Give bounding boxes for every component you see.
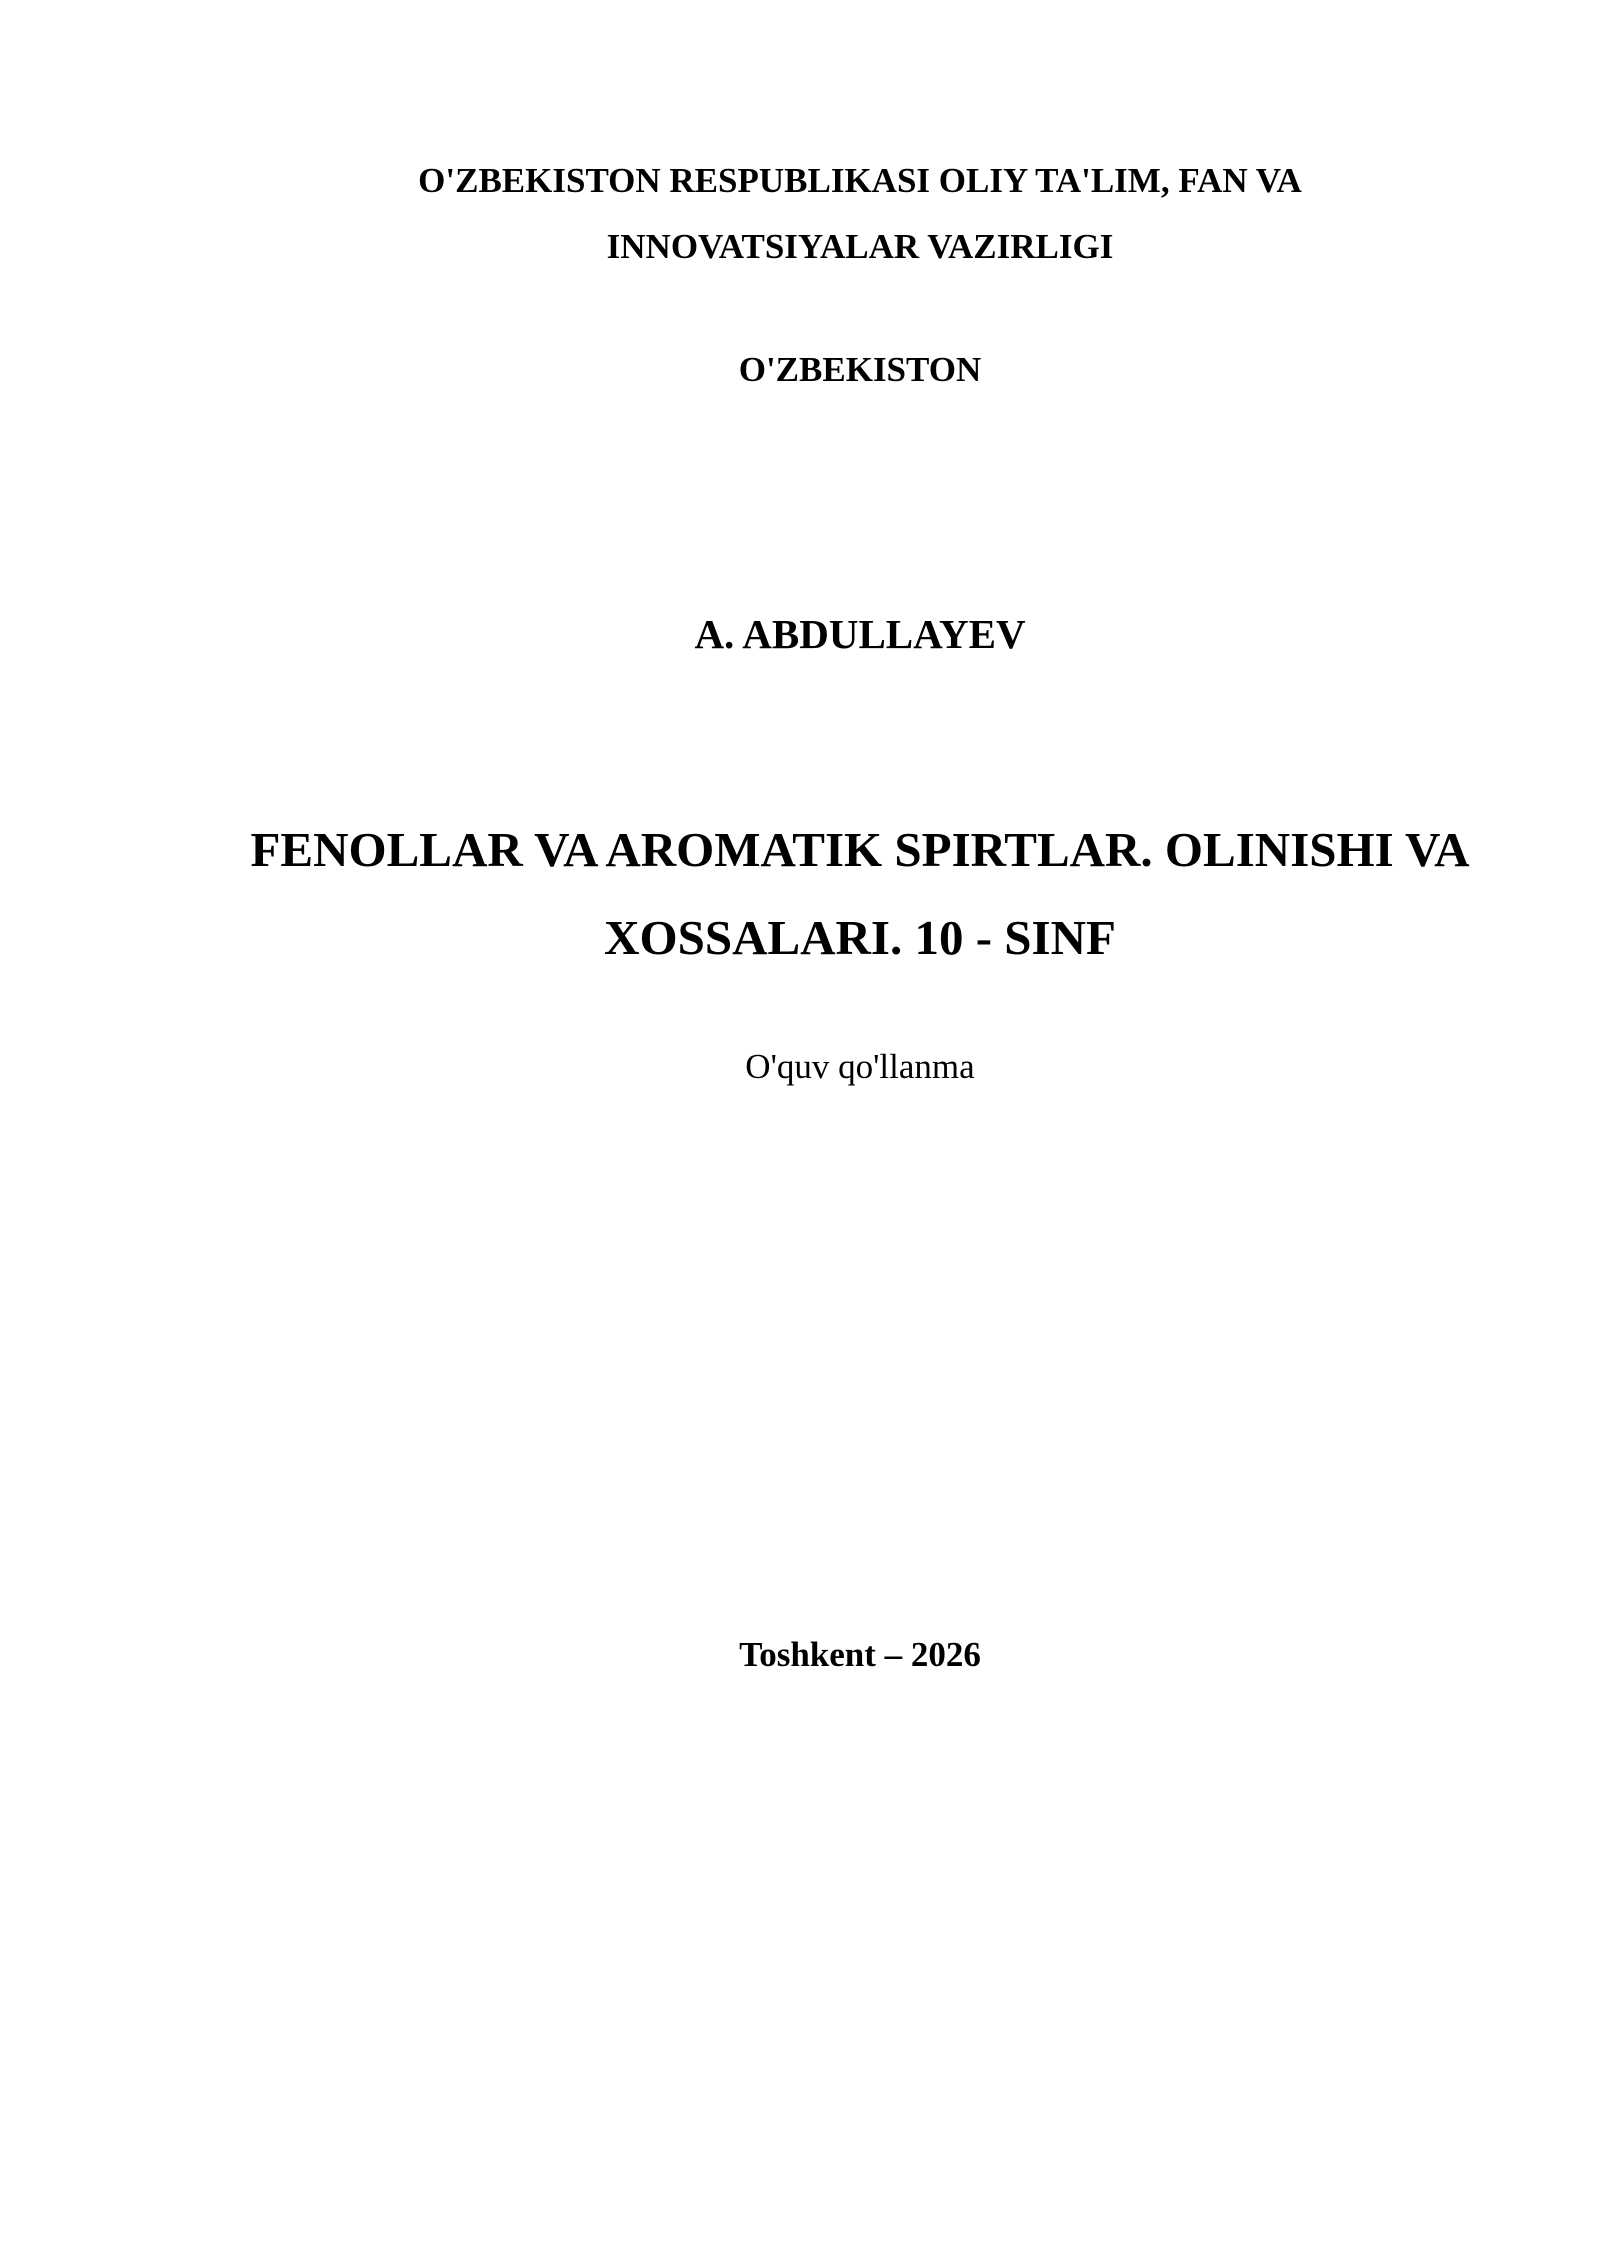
title-line-1: FENOLLAR VA AROMATIK SPIRTLAR. OLINISHI VA: [250, 822, 1470, 877]
place-and-year: Toshkent – 2026: [739, 1635, 981, 1674]
ministry-line-2: INNOVATSIYALAR VAZIRLIGI: [606, 227, 1114, 266]
title-line-2: XOSSALARI. 10 - SINF: [604, 910, 1116, 965]
country-heading: O'ZBEKISTON: [738, 350, 982, 389]
author-name: A. ABDULLAYEV: [694, 611, 1026, 657]
ministry-line-1: O'ZBEKISTON RESPUBLIKASI OLIY TA'LIM, FAN VA: [418, 161, 1302, 200]
document-title: [200, 806, 1520, 982]
ministry-heading: [200, 148, 1520, 280]
document-type: O'quv qo'llanma: [745, 1047, 975, 1086]
